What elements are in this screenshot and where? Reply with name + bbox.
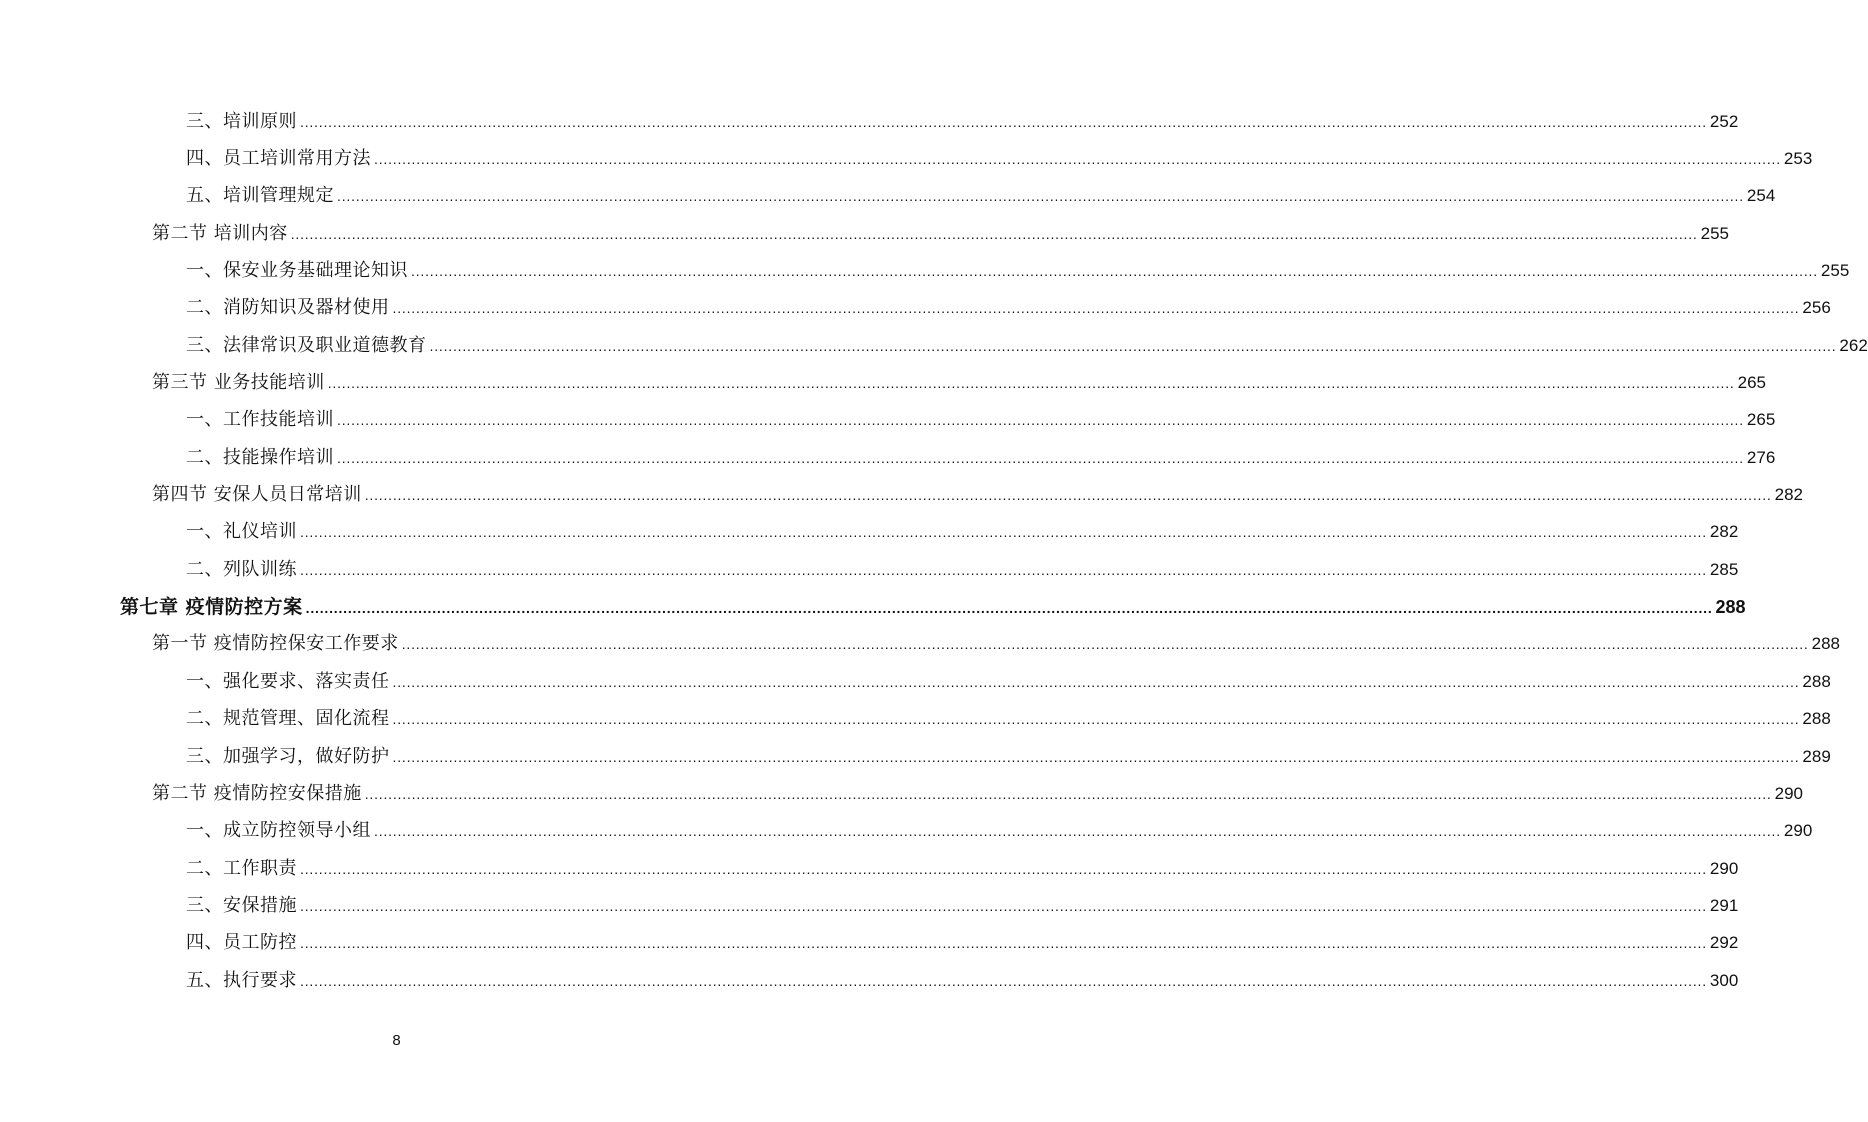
- toc-entry[interactable]: [0, 101, 1739, 138]
- toc-entry-page: 256: [1802, 298, 1831, 318]
- toc-entry-label: 三、培训原则: [186, 110, 297, 132]
- toc-entry-page: 291: [1709, 895, 1739, 915]
- toc-entry-label: 三、加强学习，做好防护: [186, 745, 390, 767]
- toc-entry-page: 262: [1839, 335, 1868, 355]
- toc-entry[interactable]: [0, 288, 1831, 325]
- toc-entry[interactable]: [0, 661, 1831, 698]
- toc-entry-page: 276: [1746, 447, 1776, 467]
- toc-entry-page: 255: [1820, 261, 1850, 281]
- toc-entry-page: 292: [1709, 933, 1739, 953]
- toc-leader-dots: ............................................................................................................................................................................................................................................................................................................: [300, 860, 1707, 877]
- page-number: 8: [392, 1032, 401, 1049]
- toc-entry-page: 282: [1774, 485, 1804, 505]
- toc-entry-page: 288: [1802, 709, 1831, 729]
- toc-entry[interactable]: [0, 474, 1804, 511]
- toc-leader-dots: ............................................................................................................................................................................................................................................................................................................: [300, 972, 1707, 989]
- toc-entry-label: 二、技能操作培训: [186, 446, 334, 468]
- table-of-contents: [0, 101, 1868, 997]
- toc-entry[interactable]: [0, 923, 1739, 960]
- toc-leader-dots: ............................................................................................................................................................................................................................................................................................................: [300, 897, 1707, 914]
- toc-entry-page: 300: [1709, 970, 1739, 990]
- toc-entry-label: 二、列队训练: [186, 558, 297, 580]
- toc-entry[interactable]: [0, 362, 1767, 399]
- toc-entry-page: 252: [1709, 111, 1739, 131]
- toc-entry-label: 一、强化要求、落实责任: [186, 670, 390, 692]
- toc-leader-dots: ............................................................................................................................................................................................................................................................................................................: [364, 785, 1772, 802]
- toc-entry-page: 289: [1802, 746, 1831, 766]
- toc-entry-page: 265: [1737, 373, 1767, 393]
- toc-entry-label: 二、规范管理、固化流程: [186, 708, 390, 730]
- toc-leader-dots: ............................................................................................................................................................................................................................................................................................................: [392, 748, 1800, 765]
- toc-leader-dots: ............................................................................................................................................................................................................................................................................................................: [305, 599, 1713, 616]
- toc-entry-label: 第四节 安保人员日常培训: [152, 484, 362, 506]
- toc-entry-page: 265: [1746, 410, 1776, 430]
- toc-entry-page: 288: [1811, 634, 1841, 654]
- toc-entry-label: 第三节 业务技能培训: [152, 372, 325, 394]
- toc-leader-dots: ............................................................................................................................................................................................................................................................................................................: [392, 711, 1800, 728]
- toc-entry[interactable]: [0, 773, 1804, 810]
- toc-entry-page: 285: [1709, 559, 1739, 579]
- toc-entry-page: 254: [1746, 186, 1776, 206]
- toc-entry[interactable]: [0, 512, 1739, 549]
- toc-entry-page: 290: [1783, 821, 1813, 841]
- toc-entry-page: 290: [1774, 783, 1804, 803]
- toc-leader-dots: ............................................................................................................................................................................................................................................................................................................: [401, 636, 1809, 653]
- toc-entry-label: 一、工作技能培训: [186, 409, 334, 431]
- toc-entry-label: 一、保安业务基础理论知识: [186, 260, 408, 282]
- toc-entry[interactable]: [0, 848, 1739, 885]
- toc-entry[interactable]: [0, 885, 1739, 922]
- toc-entry-label: 二、消防知识及器材使用: [186, 297, 390, 319]
- toc-entry-label: 一、礼仪培训: [186, 521, 297, 543]
- toc-leader-dots: ............................................................................................................................................................................................................................................................................................................: [300, 113, 1707, 130]
- toc-leader-dots: ............................................................................................................................................................................................................................................................................................................: [364, 487, 1772, 504]
- toc-entry[interactable]: [0, 699, 1831, 736]
- toc-entry[interactable]: [0, 437, 1776, 474]
- toc-leader-dots: ............................................................................................................................................................................................................................................................................................................: [300, 561, 1707, 578]
- toc-entry-page: 290: [1709, 858, 1739, 878]
- toc-leader-dots: ............................................................................................................................................................................................................................................................................................................: [337, 449, 1744, 466]
- toc-entry-label: 第一节 疫情防控保安工作要求: [152, 633, 399, 655]
- toc-leader-dots: ............................................................................................................................................................................................................................................................................................................: [327, 375, 1735, 392]
- toc-leader-dots: ............................................................................................................................................................................................................................................................................................................: [337, 412, 1744, 429]
- toc-entry[interactable]: [0, 325, 1868, 362]
- toc-entry-label: 五、培训管理规定: [186, 185, 334, 207]
- toc-leader-dots: ............................................................................................................................................................................................................................................................................................................: [300, 524, 1707, 541]
- toc-leader-dots: ............................................................................................................................................................................................................................................................................................................: [300, 935, 1707, 952]
- toc-entry-page: 282: [1709, 522, 1739, 542]
- toc-leader-dots: ............................................................................................................................................................................................................................................................................................................: [290, 225, 1698, 242]
- toc-entry[interactable]: [0, 400, 1776, 437]
- toc-entry[interactable]: [0, 176, 1776, 213]
- toc-entry-page: 288: [1715, 596, 1746, 617]
- toc-entry-label: 四、员工防控: [186, 932, 297, 954]
- toc-leader-dots: ............................................................................................................................................................................................................................................................................................................: [429, 337, 1837, 354]
- toc-entry-label: 三、法律常识及职业道德教育: [186, 334, 427, 356]
- toc-entry-label: 第二节 培训内容: [152, 222, 288, 244]
- toc-leader-dots: ............................................................................................................................................................................................................................................................................................................: [411, 263, 1818, 280]
- toc-entry-label: 第七章 疫情防控方案: [120, 595, 303, 618]
- toc-leader-dots: ............................................................................................................................................................................................................................................................................................................: [337, 188, 1744, 205]
- toc-leader-dots: ............................................................................................................................................................................................................................................................................................................: [374, 823, 1781, 840]
- toc-entry-page: 288: [1802, 671, 1831, 691]
- toc-entry[interactable]: [0, 960, 1739, 997]
- toc-entry-label: 三、安保措施: [186, 894, 297, 916]
- toc-entry-label: 二、工作职责: [186, 857, 297, 879]
- toc-entry[interactable]: [0, 138, 1813, 175]
- toc-entry[interactable]: [0, 811, 1813, 848]
- toc-entry[interactable]: [0, 586, 1746, 623]
- toc-entry[interactable]: [0, 736, 1831, 773]
- toc-entry[interactable]: [0, 213, 1730, 250]
- toc-entry-label: 五、执行要求: [186, 969, 297, 991]
- toc-entry[interactable]: [0, 250, 1850, 287]
- toc-leader-dots: ............................................................................................................................................................................................................................................................................................................: [392, 673, 1800, 690]
- toc-entry-label: 第二节 疫情防控安保措施: [152, 782, 362, 804]
- toc-entry-label: 四、员工培训常用方法: [186, 148, 371, 170]
- toc-entry-page: 255: [1700, 223, 1730, 243]
- toc-leader-dots: ............................................................................................................................................................................................................................................................................................................: [374, 151, 1781, 168]
- toc-entry[interactable]: [0, 624, 1841, 661]
- toc-entry-page: 253: [1783, 149, 1813, 169]
- toc-entry-label: 一、成立防控领导小组: [186, 820, 371, 842]
- toc-leader-dots: ............................................................................................................................................................................................................................................................................................................: [392, 300, 1800, 317]
- toc-entry[interactable]: [0, 549, 1739, 586]
